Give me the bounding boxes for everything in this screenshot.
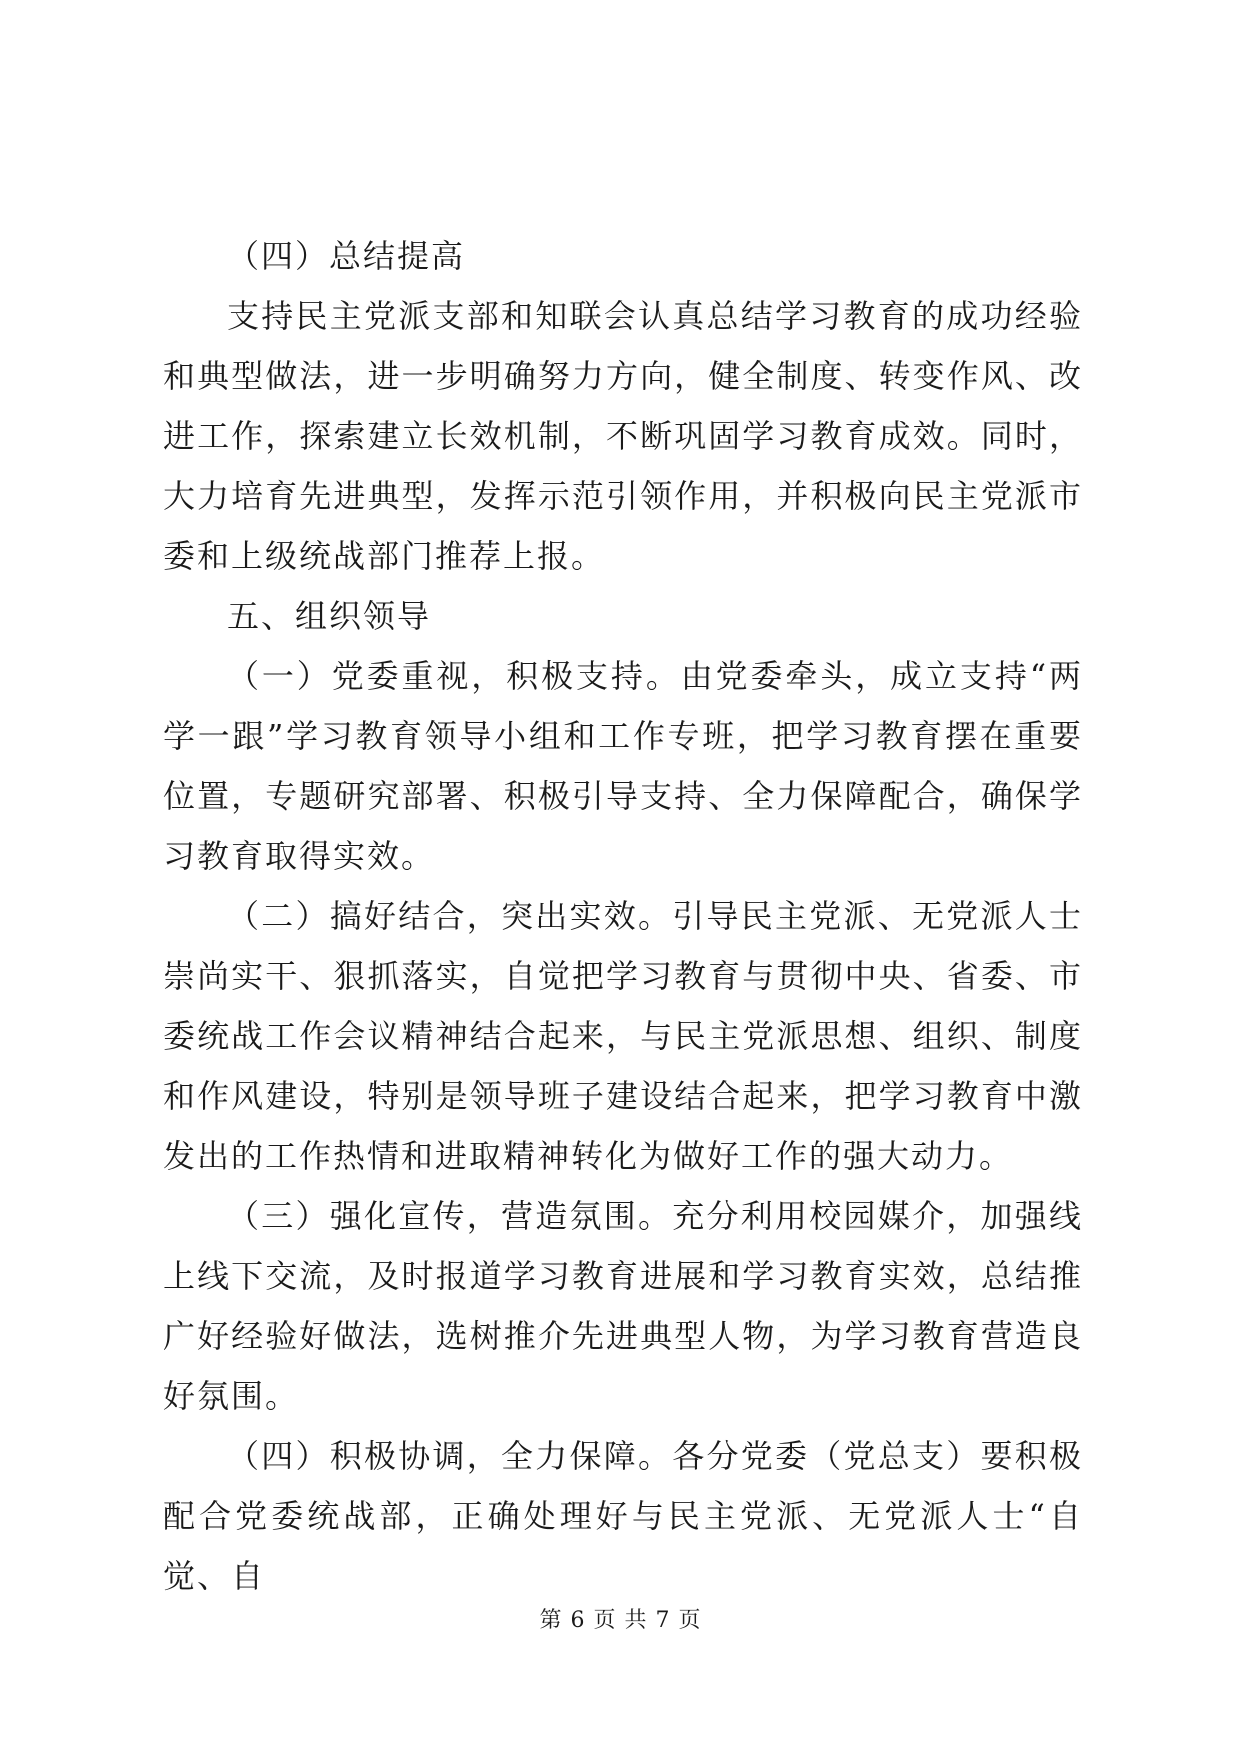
section-heading-summary: （四）总结提高 xyxy=(227,237,466,275)
document-body xyxy=(163,226,1083,1606)
paragraph-combination: （二）搞好结合，突出实效。引导民主党派、无党派人士崇尚实干、狠抓落实，自觉把学习教育与贯彻中央、省委、市委统战工作会议精神结合起来，与民主党派思想、组织、制度和作风建设，特别是领导班子建设结合起来，把学习教育中激发出的工作热情和进取精神转化为做好工作的强大动力。 xyxy=(163,897,1083,1175)
paragraph-summary: 支持民主党派支部和知联会认真总结学习教育的成功经验和典型做法，进一步明确努力方向，健全制度、转变作风、改进工作，探索建立长效机制，不断巩固学习教育成效。同时，大力培育先进典型，发挥示范引领作用，并积极向民主党派市委和上级统战部门推荐上报。 xyxy=(163,297,1083,575)
paragraph-coordination: （四）积极协调，全力保障。各分党委（党总支）要积极配合党委统战部，正确处理好与民主党派、无党派人士“自觉、自 xyxy=(163,1437,1083,1595)
paragraph-party-support: （一）党委重视，积极支持。由党委牵头，成立支持“两学一跟”学习教育领导小组和工作专班，把学习教育摆在重要位置，专题研究部署、积极引导支持、全力保障配合，确保学习教育取得实效。 xyxy=(163,657,1083,875)
page-number-footer: 第 6 页 共 7 页 xyxy=(539,1608,702,1633)
section-heading-organization: 五、组织领导 xyxy=(227,597,432,635)
paragraph-publicity: （三）强化宣传，营造氛围。充分利用校园媒介，加强线上线下交流，及时报道学习教育进展和学习教育实效，总结推广好经验好做法，选树推介先进典型人物，为学习教育营造良好氛围。 xyxy=(163,1197,1083,1415)
